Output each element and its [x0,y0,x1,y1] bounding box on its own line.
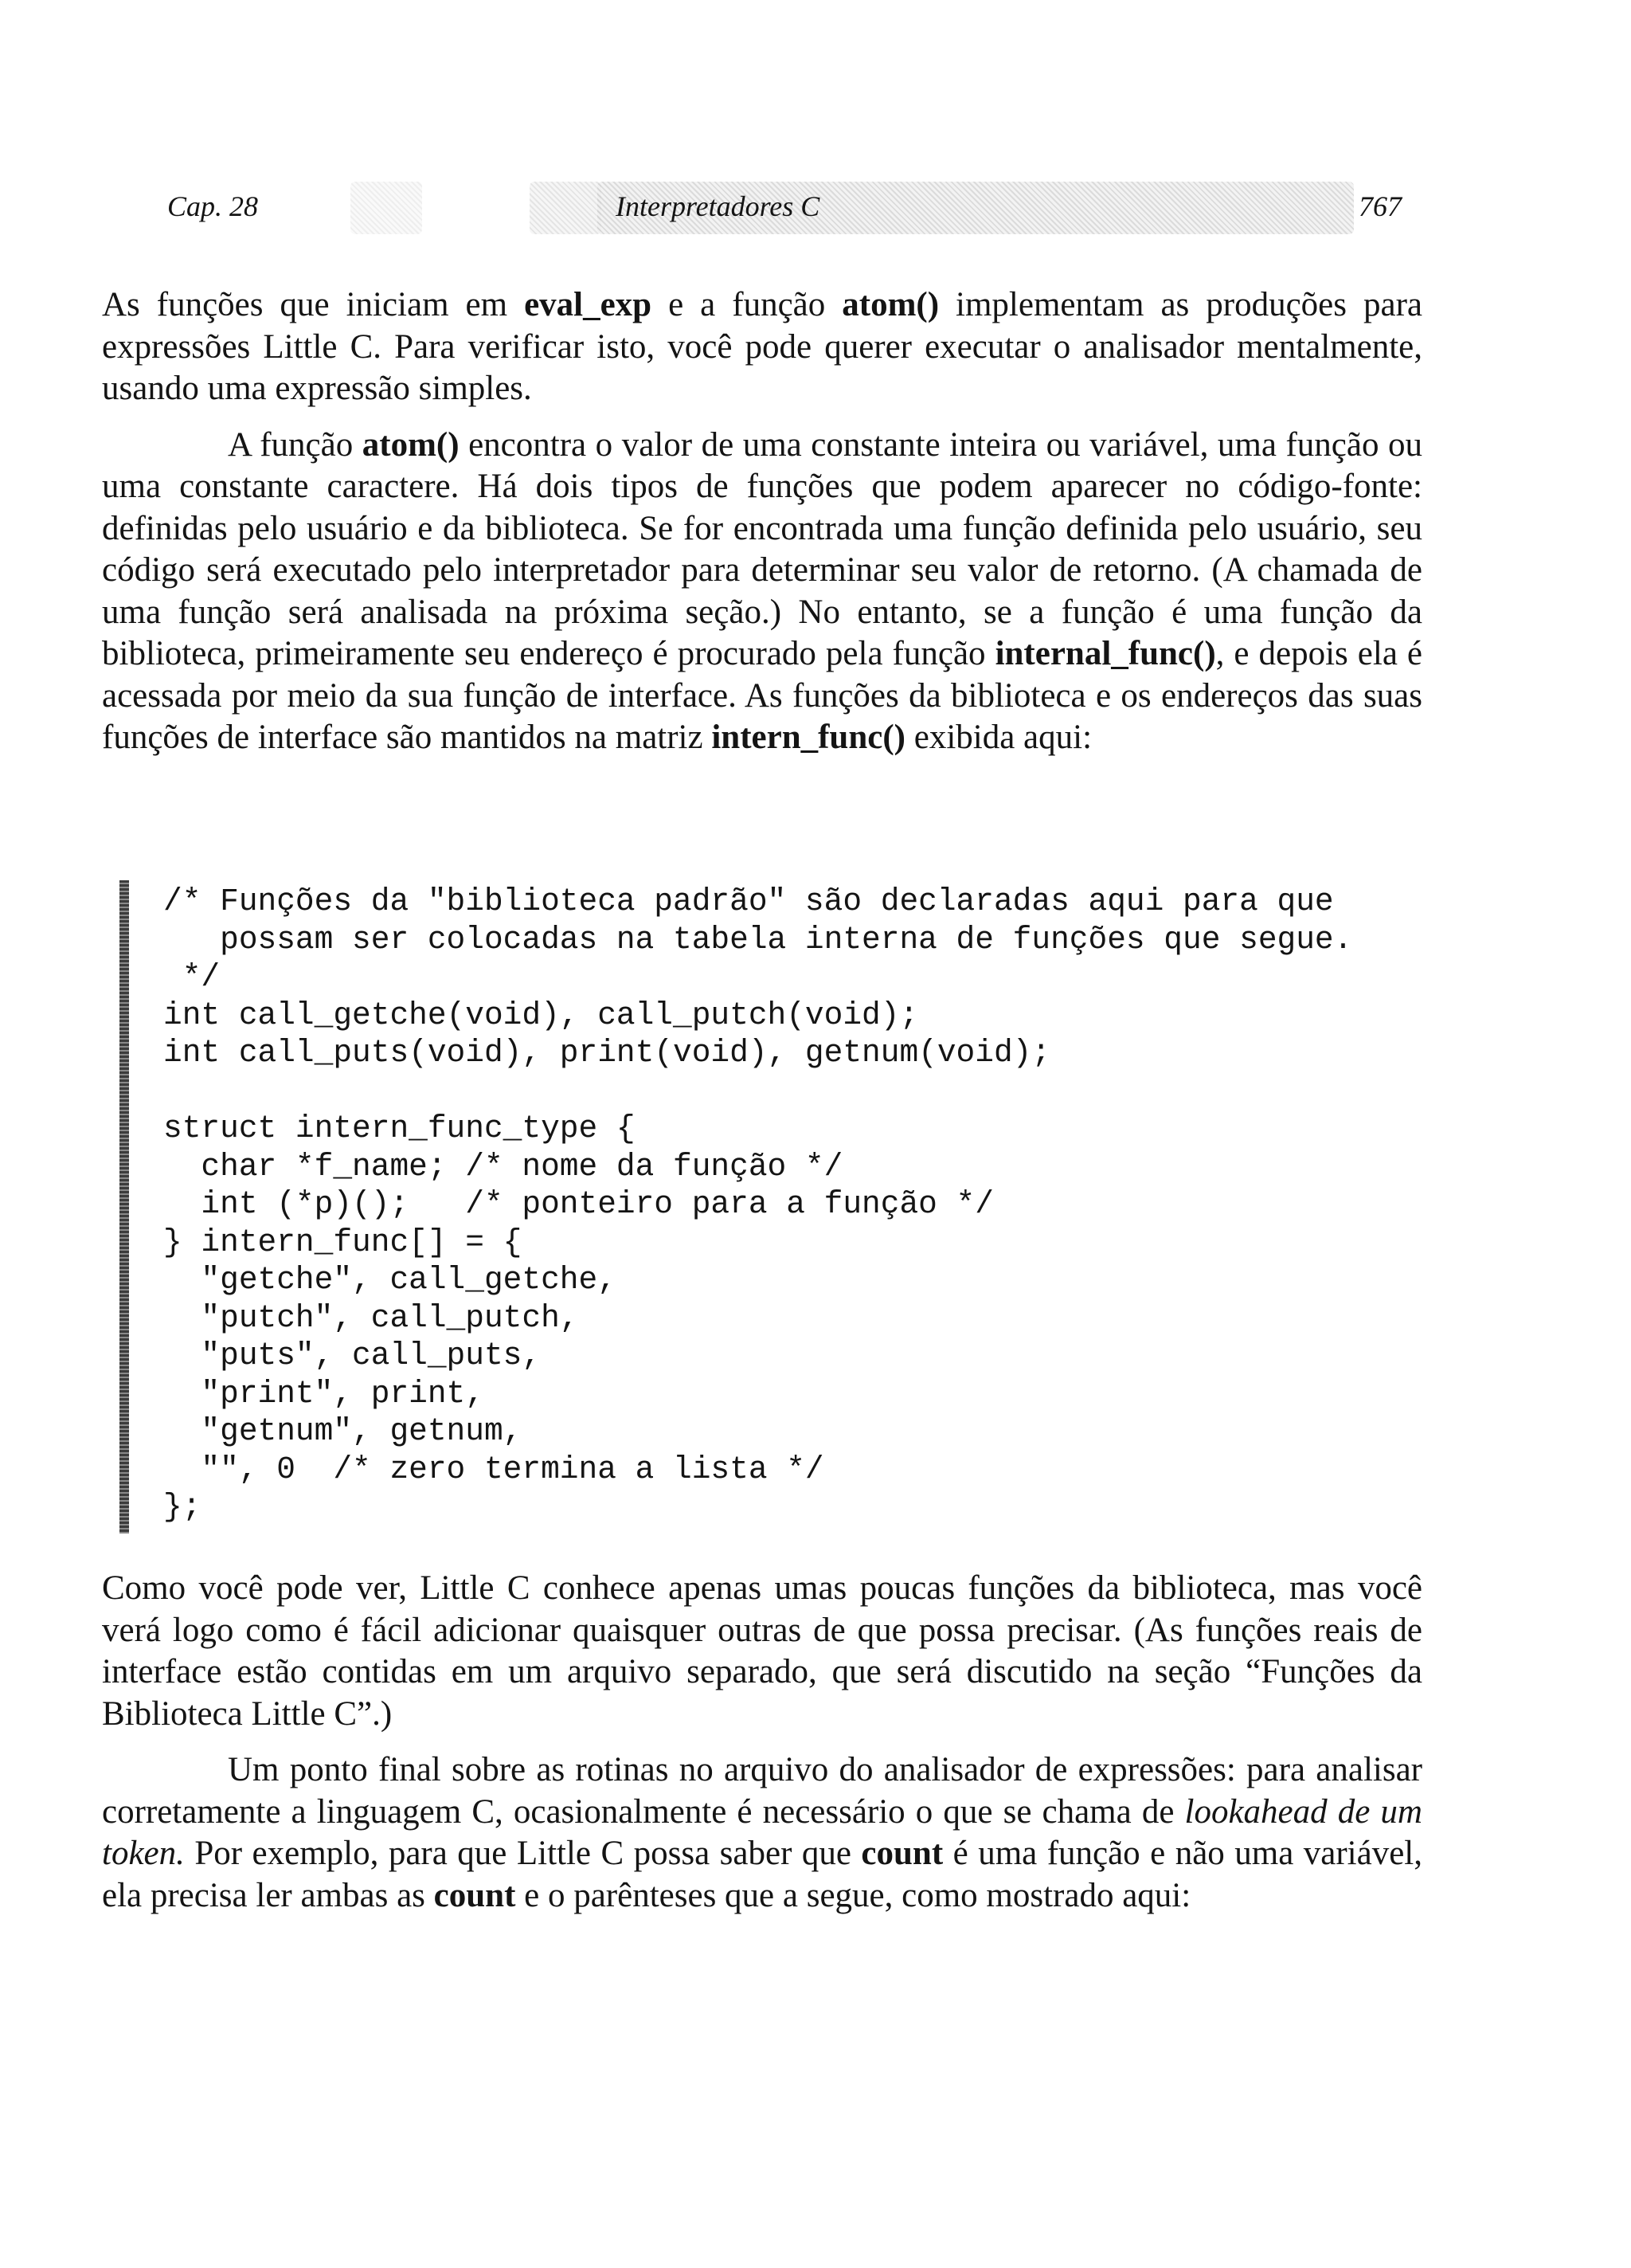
code-margin-bar [119,880,129,1534]
scan-shading [530,182,601,234]
scan-shading [350,182,422,234]
term-lookahead: lookahead de um token. [102,1792,1422,1872]
running-title: Interpretadores C [616,190,820,222]
term-atom: atom() [362,425,460,464]
term-intern-func: intern_func() [711,719,905,756]
paragraph: Um ponto final sobre as rotinas no arquivo do analisador de expressões: para analisar corretamente a linguagem C, ocasionalmente é necessário o que se chama de lookahead de um token. Por exemplo, para que Little C possa saber que count é uma função e não uma variável, ela precisa ler ambas as count e o parênteses que a segue, como mostrado aqui: [102,1751,1422,1914]
chapter-label: Cap. 28 [167,190,259,222]
term-atom: atom() [842,286,940,323]
term-internal-func: internal_func() [995,635,1216,672]
term-eval-exp: eval_exp [524,286,652,323]
paragraph: Como você pode ver, Little C conhece apenas umas poucas funções da biblioteca, mas você verá logo como é fácil adicionar quaisquer outras de que possa precisar. (As funções reais de interface estão contidas em um arquivo separado, que será discutido na seção “Funções da Biblioteca Little C”.) [102,1569,1422,1733]
paragraph: As funções que iniciam em eval_exp e a função atom() implementam as produções para expressões Little C. Para verificar isto, você pode querer executar o analisador mentalmente, usando uma expressão simples. [102,286,1422,407]
closing-text [102,1568,1422,1917]
intro-text [102,284,1422,759]
term-count: count [861,1835,944,1872]
code-listing: /* Funções da "biblioteca padrão" são declaradas aqui para que possam ser colocadas na tabela interna de funções que segue. */ int call_getche(void), call_putch(void); int call_puts(void), print(void), getnum(void); struct intern_func_type { char *f_name; /* nome da função */ int (*p)(); /* ponteiro para a função */ } intern_func[] = { "getche", call_getche, "putch", call_putch, "puts", call_puts, "print", print, "getnum", getnum, "", 0 /* zero termina a lista */ }; [163,883,1353,1525]
running-header [167,182,1410,237]
term-count: count [433,1876,516,1914]
paragraph: A função atom() encontra o valor de uma constante inteira ou variável, uma função ou uma constante caractere. Há dois tipos de funções que podem aparecer no código-fonte: definidas pelo usuário e da biblioteca. Se for encontrada uma função definida pelo usuário, seu código será executado pelo interpretador para determinar seu valor de retorno. (A chamada de uma função será analisada na próxima seção.) No entanto, se a função é uma função da biblioteca, primeiramente seu endereço é procurado pela função internal_func(), e depois ela é acessada por meio da sua função de interface. As funções da biblioteca e os endereços das suas funções de interface são mantidos na matriz intern_func() exibida aqui: [102,425,1423,756]
page-number: 767 [1359,190,1402,222]
